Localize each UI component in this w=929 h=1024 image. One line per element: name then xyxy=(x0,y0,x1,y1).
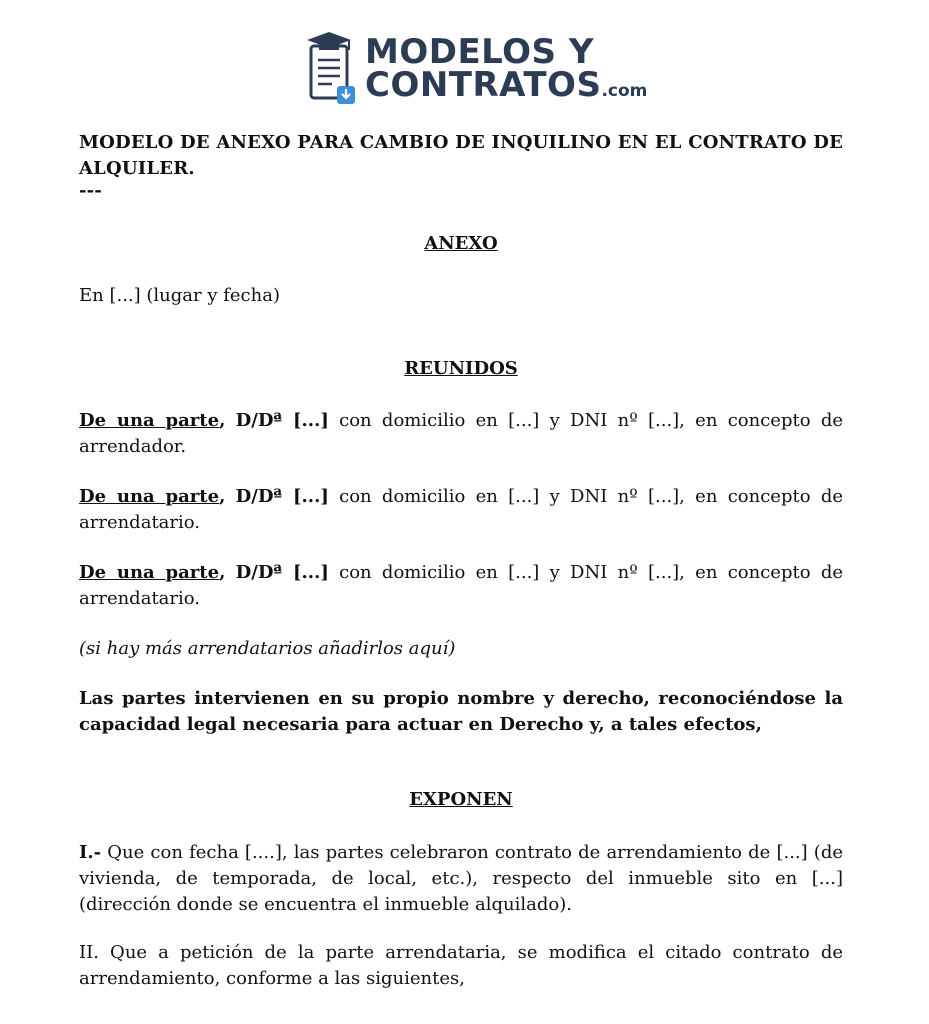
party-comma: , xyxy=(219,486,226,507)
document-graduation-cap-icon xyxy=(305,30,357,105)
party-name: D/Dª [...] xyxy=(235,410,329,431)
item-number: I.- xyxy=(79,842,102,863)
additional-parties-note: (si hay más arrendatarios añadirlos aquí) xyxy=(79,638,456,659)
item-text: Que con fecha [....], las partes celebraron contrato de arrendamiento de [...] (de vivienda, de temporada, de local, etc.), respecto del inmueble sito en [...] (dirección donde se encuentra el inmueble alquilado). xyxy=(79,842,843,915)
title-separator: --- xyxy=(79,180,103,201)
party-paragraph xyxy=(79,560,843,612)
logo-wordmark xyxy=(365,32,648,108)
document-title xyxy=(79,130,843,200)
party-name: D/Dª [...] xyxy=(235,562,329,583)
party-comma: , xyxy=(219,410,226,431)
exposition-item-1 xyxy=(79,840,843,918)
heading-reunidos: REUNIDOS xyxy=(404,358,518,379)
party-paragraph xyxy=(79,408,843,460)
party-name: D/Dª [...] xyxy=(235,486,329,507)
party-details: con domicilio en [...] y DNI nº [...], en concepto de arrendador. xyxy=(79,410,844,457)
party-lead: De una parte xyxy=(79,486,220,507)
heading-anexo: ANEXO xyxy=(424,233,498,254)
exposition-item-2: II. Que a petición de la parte arrendataria, se modifica el citado contrato de arrendamiento, conforme a las siguientes, xyxy=(79,942,843,989)
logo-line1: MODELOS Y xyxy=(365,32,594,72)
logo-suffix: .com xyxy=(601,81,648,101)
heading-exponen: EXPONEN xyxy=(409,789,513,810)
party-details: con domicilio en [...] y DNI nº [...], en concepto de arrendatario. xyxy=(79,562,844,609)
site-logo xyxy=(305,30,648,105)
party-details: con domicilio en [...] y DNI nº [...], en concepto de arrendatario. xyxy=(79,486,844,533)
logo-line2-main: CONTRATOS xyxy=(365,65,602,105)
party-paragraph xyxy=(79,484,843,536)
title-text: MODELO DE ANEXO PARA CAMBIO DE INQUILINO EN EL CONTRATO DE ALQUILER. xyxy=(79,132,843,179)
place-date: En [...] (lugar y fecha) xyxy=(79,285,280,306)
party-lead: De una parte xyxy=(79,410,220,431)
party-lead: De una parte xyxy=(79,562,220,583)
capacity-statement: Las partes intervienen en su propio nombre y derecho, reconociéndose la capacidad legal necesaria para actuar en Derecho y, a tales efectos, xyxy=(79,688,843,735)
logo-line2 xyxy=(365,65,648,108)
party-comma: , xyxy=(219,562,226,583)
